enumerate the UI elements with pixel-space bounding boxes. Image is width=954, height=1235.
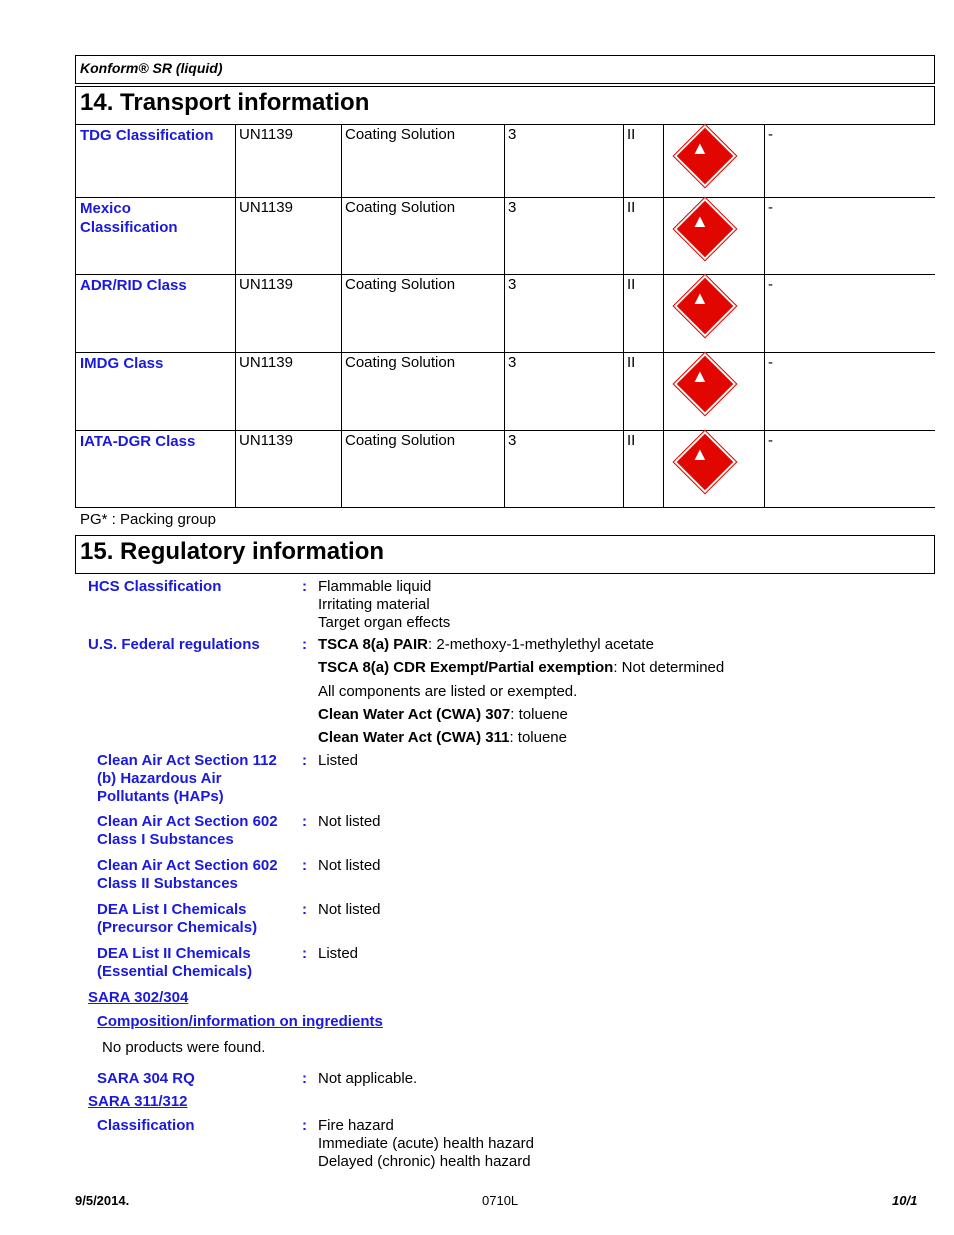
packing-group-footnote: PG* : Packing group xyxy=(80,511,216,528)
column-divider xyxy=(623,198,624,274)
column-divider xyxy=(504,125,505,197)
classification-value: Fire hazard xyxy=(318,1117,394,1134)
environmental-hazard: - xyxy=(768,199,773,216)
hcs-classification-label: HCS Classification xyxy=(88,578,222,595)
dea-list1-value: Not listed xyxy=(318,901,381,918)
clean-air-act-602-class1-value: Not listed xyxy=(318,813,381,830)
label-line: Class II Substances xyxy=(97,875,238,892)
flammable-liquid-diamond-icon xyxy=(669,275,739,345)
cwa-307-key: Clean Water Act (CWA) 307 xyxy=(318,706,511,723)
transport-mode-label: TDG Classification xyxy=(80,127,214,144)
flammable-liquid-diamond-icon xyxy=(669,125,739,195)
colon: : xyxy=(302,901,307,918)
packing-group: II xyxy=(627,354,636,371)
column-divider xyxy=(764,353,765,430)
column-divider xyxy=(235,353,236,430)
column-divider xyxy=(623,275,624,352)
transport-row xyxy=(75,431,935,508)
flammable-liquid-diamond-icon xyxy=(669,353,739,423)
cwa-311-value: : toluene xyxy=(509,729,567,746)
hcs-value: Irritating material xyxy=(318,596,430,613)
dea-list2-label xyxy=(97,945,252,981)
column-divider xyxy=(235,275,236,352)
cwa-307 xyxy=(318,706,568,724)
dea-list1-label xyxy=(97,901,257,937)
colon: : xyxy=(302,1117,307,1134)
composition-heading: Composition/information on ingredients xyxy=(97,1013,383,1030)
label-line: Clean Air Act Section 112 xyxy=(97,752,277,769)
shipping-name: Coating Solution xyxy=(345,354,456,371)
column-divider xyxy=(663,275,664,352)
tsca-pair-key: TSCA 8(a) PAIR xyxy=(318,636,429,653)
colon: : xyxy=(302,813,307,830)
hcs-values xyxy=(318,578,450,632)
un-number: UN1139 xyxy=(239,432,293,449)
column-divider xyxy=(663,198,664,274)
column-divider xyxy=(623,431,624,507)
transport-row xyxy=(75,275,935,353)
hazard-class: 3 xyxy=(508,199,517,216)
footer-page: 10/1 xyxy=(892,1193,918,1208)
cwa-307-value: : toluene xyxy=(510,706,568,723)
column-divider xyxy=(235,125,236,197)
packing-group: II xyxy=(627,432,636,449)
hazard-class: 3 xyxy=(508,432,517,449)
hazard-class: 3 xyxy=(508,276,517,293)
label-line: DEA List I Chemicals xyxy=(97,901,247,918)
shipping-name: Coating Solution xyxy=(345,276,456,293)
classification-value: Immediate (acute) health hazard xyxy=(318,1135,534,1152)
packing-group: II xyxy=(627,276,636,293)
environmental-hazard: - xyxy=(768,126,773,143)
column-divider xyxy=(764,431,765,507)
sara-304-rq-value: Not applicable. xyxy=(318,1070,418,1087)
colon: : xyxy=(302,752,307,769)
tsca-cdr-key: TSCA 8(a) CDR Exempt/Partial exemption xyxy=(318,659,614,676)
no-products-text: No products were found. xyxy=(102,1039,266,1056)
label-line: (Precursor Chemicals) xyxy=(97,919,258,936)
environmental-hazard: - xyxy=(768,276,773,293)
label-line: Class I Substances xyxy=(97,831,234,848)
product-name: Konform® SR (liquid) xyxy=(80,60,223,76)
flame-icon: ▲ xyxy=(691,444,709,464)
column-divider xyxy=(341,275,342,352)
label-line: Clean Air Act Section 602 xyxy=(97,813,278,830)
label-line: DEA List II Chemicals xyxy=(97,945,251,962)
column-divider xyxy=(764,198,765,274)
transport-mode-label: Mexico Classification xyxy=(80,200,178,236)
hcs-value: Target organ effects xyxy=(318,614,451,631)
column-divider xyxy=(623,125,624,197)
clean-air-act-602-class1-label xyxy=(97,813,278,849)
transport-row xyxy=(75,125,935,198)
transport-row xyxy=(75,353,935,431)
transport-mode-label: ADR/RID Class xyxy=(80,277,187,294)
column-divider xyxy=(663,125,664,197)
sara-304-rq-label: SARA 304 RQ xyxy=(97,1070,195,1087)
transport-mode-label: IATA-DGR Class xyxy=(80,433,196,450)
un-number: UN1139 xyxy=(239,276,293,293)
column-divider xyxy=(764,125,765,197)
column-divider xyxy=(341,198,342,274)
flame-icon: ▲ xyxy=(691,211,709,231)
clean-air-act-112-value: Listed xyxy=(318,752,359,769)
column-divider xyxy=(504,275,505,352)
clean-air-act-112-label xyxy=(97,752,277,806)
label-line: Clean Air Act Section 602 xyxy=(97,857,278,874)
clean-air-act-602-class2-value: Not listed xyxy=(318,857,381,874)
environmental-hazard: - xyxy=(768,432,773,449)
column-divider xyxy=(663,353,664,430)
classification-values xyxy=(318,1117,534,1171)
section14-title: 14. Transport information xyxy=(80,89,370,116)
flame-icon: ▲ xyxy=(691,288,709,308)
flammable-liquid-diamond-icon xyxy=(669,431,739,501)
tsca-pair-value: : 2-methoxy-1-methylethyl acetate xyxy=(428,636,654,653)
shipping-name: Coating Solution xyxy=(345,199,456,216)
colon: : xyxy=(302,1070,307,1087)
cwa-311 xyxy=(318,729,567,747)
clean-air-act-602-class2-label xyxy=(97,857,278,893)
footer-date: 9/5/2014. xyxy=(75,1193,130,1208)
shipping-name: Coating Solution xyxy=(345,126,456,143)
classification-value: Delayed (chronic) health hazard xyxy=(318,1153,531,1170)
label-line: (b) Hazardous Air xyxy=(97,770,222,787)
column-divider xyxy=(504,353,505,430)
cwa-311-key: Clean Water Act (CWA) 311 xyxy=(318,729,510,746)
hazard-class: 3 xyxy=(508,354,517,371)
colon: : xyxy=(302,857,307,874)
column-divider xyxy=(764,275,765,352)
flame-icon: ▲ xyxy=(691,138,709,158)
tsca-cdr xyxy=(318,659,724,677)
flame-icon: ▲ xyxy=(691,366,709,386)
column-divider xyxy=(341,353,342,430)
column-divider xyxy=(341,431,342,507)
footer-code: 0710L xyxy=(482,1193,519,1208)
hcs-value: Flammable liquid xyxy=(318,578,432,595)
components-listed-text: All components are listed or exempted. xyxy=(318,683,578,700)
un-number: UN1139 xyxy=(239,354,293,371)
packing-group: II xyxy=(627,199,636,216)
column-divider xyxy=(341,125,342,197)
tsca-cdr-value: : Not determined xyxy=(613,659,725,676)
transport-mode-label: IMDG Class xyxy=(80,355,164,372)
column-divider xyxy=(235,198,236,274)
un-number: UN1139 xyxy=(239,126,293,143)
sara-302-304-heading: SARA 302/304 xyxy=(88,989,189,1006)
environmental-hazard: - xyxy=(768,354,773,371)
column-divider xyxy=(504,198,505,274)
classification-label: Classification xyxy=(97,1117,195,1134)
colon: : xyxy=(302,636,307,653)
transport-row xyxy=(75,198,935,275)
un-number: UN1139 xyxy=(239,199,293,216)
tsca-pair xyxy=(318,636,654,654)
label-line: Pollutants (HAPs) xyxy=(97,788,224,805)
colon: : xyxy=(302,578,307,595)
dea-list2-value: Listed xyxy=(318,945,359,962)
flammable-liquid-diamond-icon xyxy=(669,198,739,268)
hazard-class: 3 xyxy=(508,126,517,143)
shipping-name: Coating Solution xyxy=(345,432,456,449)
column-divider xyxy=(663,431,664,507)
label-line: (Essential Chemicals) xyxy=(97,963,253,980)
column-divider xyxy=(623,353,624,430)
section15-title: 15. Regulatory information xyxy=(80,538,385,565)
us-federal-regulations-label: U.S. Federal regulations xyxy=(88,636,260,653)
sara-311-312-heading: SARA 311/312 xyxy=(88,1093,188,1110)
colon: : xyxy=(302,945,307,962)
packing-group: II xyxy=(627,126,636,143)
column-divider xyxy=(504,431,505,507)
column-divider xyxy=(235,431,236,507)
